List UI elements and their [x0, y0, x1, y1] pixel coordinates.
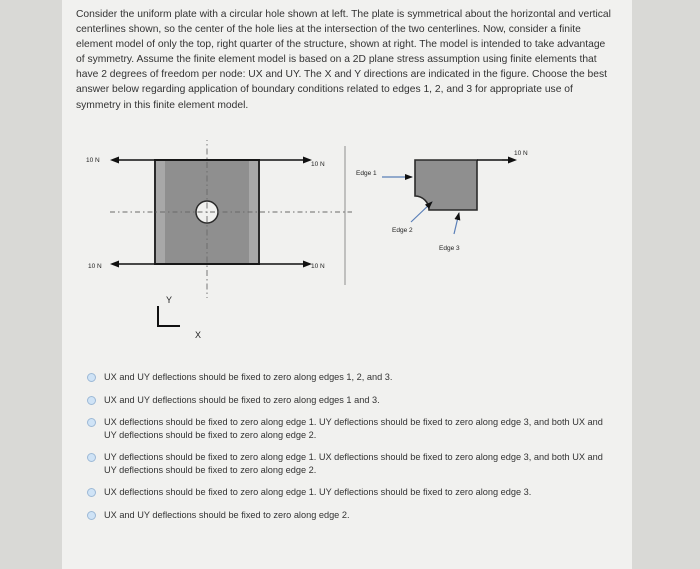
answer-option-text: UX deflections should be fixed to zero along edge 1. UY deflections should be fixed to zero along edge 3. [104, 487, 532, 497]
force-label-top-right: 10 N [311, 161, 325, 168]
radio-button[interactable] [87, 396, 96, 405]
answer-option-6[interactable] [84, 506, 614, 525]
edge3-leader [454, 213, 459, 234]
radio-button[interactable] [87, 488, 96, 497]
figure-drawing [62, 140, 632, 350]
edge1-label: Edge 1 [356, 170, 377, 177]
force-label-bottom-right: 10 N [311, 263, 325, 270]
problem-figure [62, 140, 632, 350]
answer-option-text: UX and UY deflections should be fixed to zero along edges 1 and 3. [104, 394, 380, 405]
force-label-top-left: 10 N [86, 157, 100, 164]
edge2-leader [411, 202, 432, 222]
top-left-arrowhead [110, 157, 119, 164]
quarter-model-plate [415, 160, 477, 210]
axis-y-label: Y [166, 295, 173, 305]
quarter-force-label: 10 N [514, 150, 528, 157]
answer-option-text: UX deflections should be fixed to zero along edge 1. UY deflections should be fixed to zero along edge 3, and both UX and UY deflections should be fixed to zero along edge 2. [104, 417, 603, 440]
answer-options [84, 368, 614, 528]
quarter-force-arrowhead [508, 157, 517, 164]
answer-option-text: UX and UY deflections should be fixed to zero along edge 2. [104, 509, 350, 520]
answer-option-3[interactable] [84, 413, 614, 444]
answer-option-4[interactable] [84, 448, 614, 479]
edge2-label: Edge 2 [392, 227, 413, 234]
radio-button[interactable] [87, 418, 96, 427]
answer-option-2[interactable] [84, 391, 614, 410]
radio-button[interactable] [87, 453, 96, 462]
answer-option-text: UY deflections should be fixed to zero along edge 1. UX deflections should be fixed to zero along edge 3, and both UX and UY deflections should be fixed to zero along edge 2. [104, 452, 603, 475]
axis-x-label: X [195, 330, 202, 340]
edge3-label: Edge 3 [439, 245, 460, 252]
answer-option-1[interactable] [84, 368, 614, 387]
bottom-left-arrowhead [110, 261, 119, 268]
radio-button[interactable] [87, 511, 96, 520]
question-prompt [76, 7, 616, 113]
answer-option-text: UX and UY deflections should be fixed to zero along edges 1, 2, and 3. [104, 372, 393, 382]
answer-option-5[interactable] [84, 483, 614, 502]
coordinate-axes [158, 306, 180, 326]
question-card [62, 0, 632, 569]
question-text: Consider the uniform plate with a circular hole shown at left. The plate is symmetrical about the horizontal and vertical centerlines shown, so the center of the hole lies at the intersection of the two centerlines. Now, consider a finite element model of only the top, right quarter of the structure, shown at right. The model is intended to take advantage of symmetry. Assume the finite element model is based on a 2D plane stress assumption using finite elements that have 2 degrees of freedom per node: UX and UY. The X and Y directions are indicated in the figure. Choose the best answer below regarding application of boundary conditions related to edges 1, 2, and 3 for appropriate use of symmetry in this finite element model. [76, 9, 611, 111]
force-label-bottom-left: 10 N [88, 263, 102, 270]
radio-button[interactable] [87, 373, 96, 382]
